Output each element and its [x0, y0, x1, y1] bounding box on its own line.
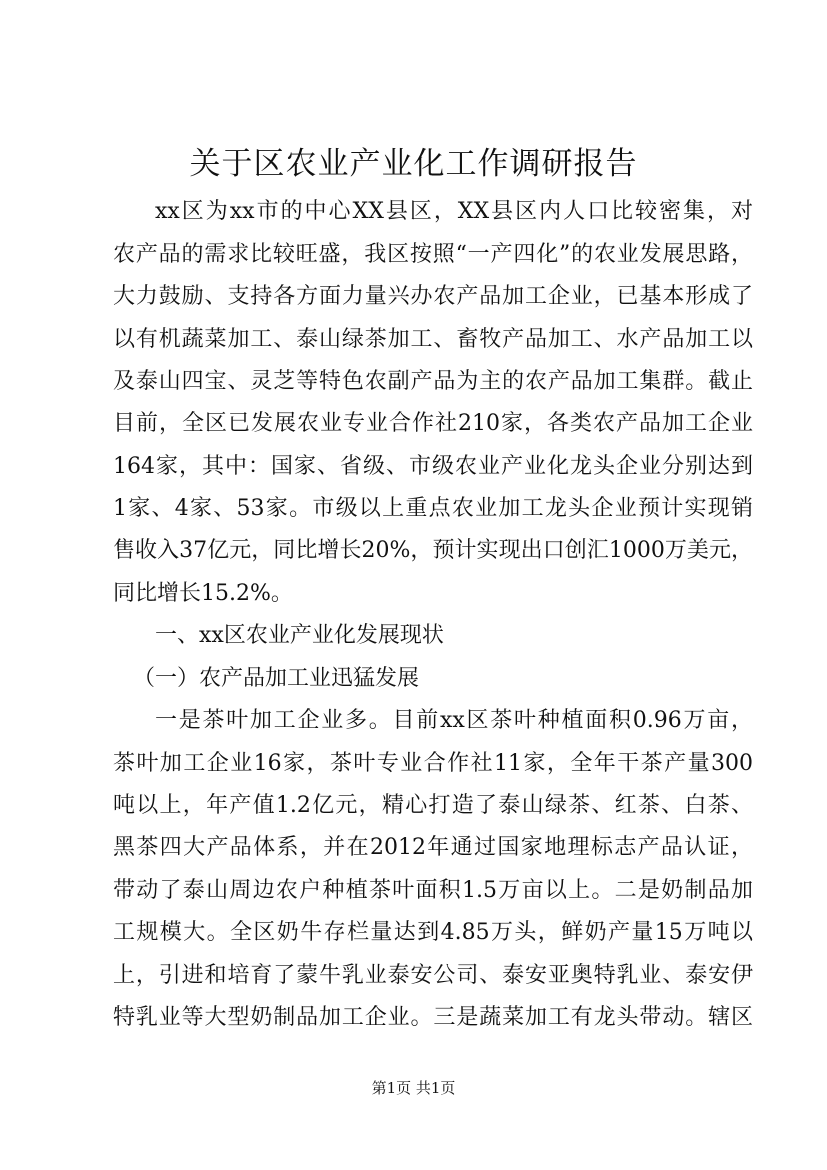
paragraph-line: 目前，全区已发展农业专业合作社210家，各类农产品加工企业 — [113, 411, 753, 436]
section-heading: 一、xx区农业产业化发展现状 — [155, 623, 444, 648]
paragraph-line: 以有机蔬菜加工、泰山绿茶加工、畜牧产品加工、水产品加工以 — [113, 327, 753, 352]
page-footer: 第1页 共1页 — [371, 1079, 456, 1097]
paragraph-line: 及泰山四宝、灵芝等特色农副产品为主的农产品加工集群。截止 — [113, 369, 753, 394]
paragraph-line: 吨以上，年产值1.2亿元，精心打造了泰山绿茶、红茶、白茶、 — [113, 793, 753, 818]
subsection-heading: （一）农产品加工业迅猛发展 — [133, 666, 420, 691]
document-title: 关于区农业产业化工作调研报告 — [189, 146, 638, 182]
paragraph-line: 售收入37亿元，同比增长20%，预计实现出口创汇1000万美元， — [113, 538, 753, 563]
paragraph-line: 1家、4家、53家。市级以上重点农业加工龙头企业预计实现销 — [113, 496, 753, 521]
paragraph-line: 农产品的需求比较旺盛，我区按照“一产四化”的农业发展思路， — [113, 242, 753, 267]
paragraph-line: 一是茶叶加工企业多。目前xx区茶叶种植面积0.96万亩， — [155, 708, 753, 733]
paragraph-line: 工规模大。全区奶牛存栏量达到4.85万头，鲜奶产量15万吨以 — [113, 920, 753, 945]
paragraph-line: 上，引进和培育了蒙牛乳业泰安公司、泰安亚奥特乳业、泰安伊 — [113, 963, 753, 988]
paragraph-line: 164家，其中：国家、省级、市级农业产业化龙头企业分别达到 — [113, 454, 753, 479]
paragraph-line: 带动了泰山周边农户种植茶叶面积1.5万亩以上。二是奶制品加 — [113, 878, 753, 903]
paragraph-line: xx区为xx市的中心XX县区，XX县区内人口比较密集，对 — [155, 199, 753, 224]
paragraph-line: 大力鼓励、支持各方面力量兴办农产品加工企业，已基本形成了 — [113, 284, 753, 309]
paragraph-line: 特乳业等大型奶制品加工企业。三是蔬菜加工有龙头带动。辖区 — [113, 1005, 753, 1030]
paragraph-line: 同比增长15.2%。 — [113, 581, 293, 606]
paragraph-line: 黑茶四大产品体系，并在2012年通过国家地理标志产品认证， — [113, 835, 753, 860]
paragraph-line: 茶叶加工企业16家，茶叶专业合作社11家，全年干茶产量300 — [113, 751, 753, 776]
